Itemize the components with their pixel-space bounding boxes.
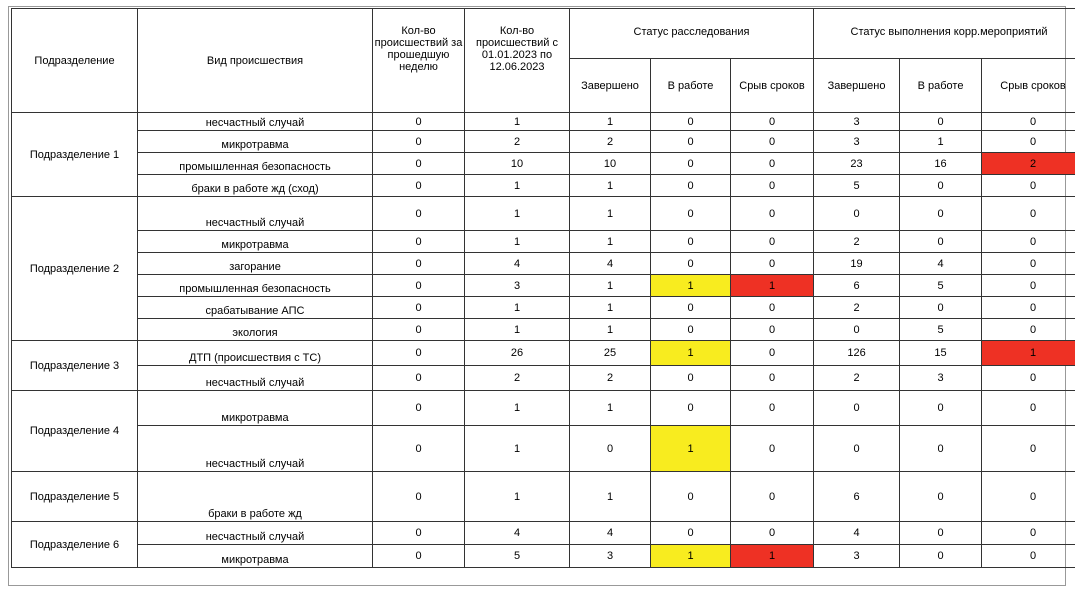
corr-in-work-cell: 15: [900, 341, 982, 366]
inv-in-work-cell: 0: [651, 197, 731, 231]
inv-in-work-cell: 0: [651, 253, 731, 275]
corr-in-work-cell: 0: [900, 297, 982, 319]
table-row: [12, 341, 1075, 366]
inv-overdue-cell: 0: [731, 426, 814, 472]
corr-done-cell: 6: [814, 275, 900, 297]
inv-in-work-cell: 1: [651, 545, 731, 568]
incident-type-cell: микротравма: [138, 545, 373, 568]
corr-overdue-cell: 0: [982, 319, 1075, 341]
incident-type-cell: браки в работе жд: [138, 472, 373, 522]
inv-in-work-cell: 0: [651, 391, 731, 426]
header-inv-in-work: В работе: [651, 59, 731, 113]
inv-done-cell: 4: [570, 522, 651, 545]
table-row: [12, 426, 1075, 472]
incident-type-cell: несчастный случай: [138, 366, 373, 391]
header-count-period: Кол-во происшествий с 01.01.2023 по 12.06.2023: [465, 9, 570, 113]
corr-overdue-cell: 0: [982, 297, 1075, 319]
corr-done-cell: 0: [814, 426, 900, 472]
corr-in-work-cell: 1: [900, 131, 982, 153]
department-cell: Подразделение 6: [12, 522, 138, 568]
count-period-cell: 5: [465, 545, 570, 568]
corr-in-work-cell: 0: [900, 391, 982, 426]
table-body: [12, 113, 1075, 568]
inv-overdue-cell: 0: [731, 472, 814, 522]
header-inv-overdue: Срыв сроков: [731, 59, 814, 113]
inv-overdue-cell: 0: [731, 197, 814, 231]
inv-overdue-cell: 0: [731, 231, 814, 253]
inv-in-work-cell: 0: [651, 175, 731, 197]
count-period-cell: 4: [465, 253, 570, 275]
table-row: [12, 131, 1075, 153]
header-investigation-status: Статус расследования: [570, 9, 814, 59]
incident-type-cell: несчастный случай: [138, 426, 373, 472]
count-week-cell: 0: [373, 297, 465, 319]
inv-done-cell: 2: [570, 131, 651, 153]
count-week-cell: 0: [373, 545, 465, 568]
corr-done-cell: 0: [814, 391, 900, 426]
inv-done-cell: 1: [570, 391, 651, 426]
header-corr-done: Завершено: [814, 59, 900, 113]
count-period-cell: 4: [465, 522, 570, 545]
inv-in-work-cell: 0: [651, 153, 731, 175]
inv-in-work-cell: 0: [651, 297, 731, 319]
count-period-cell: 3: [465, 275, 570, 297]
inv-in-work-cell: 0: [651, 366, 731, 391]
table-row: [12, 275, 1075, 297]
incident-type-cell: несчастный случай: [138, 522, 373, 545]
inv-in-work-cell: 0: [651, 113, 731, 131]
count-period-cell: 1: [465, 197, 570, 231]
table-row: [12, 319, 1075, 341]
corr-in-work-cell: 0: [900, 197, 982, 231]
count-week-cell: 0: [373, 366, 465, 391]
incident-type-cell: ДТП (происшествия с ТС): [138, 341, 373, 366]
count-week-cell: 0: [373, 522, 465, 545]
corr-done-cell: 23: [814, 153, 900, 175]
count-period-cell: 1: [465, 472, 570, 522]
count-week-cell: 0: [373, 472, 465, 522]
incident-type-cell: промышленная безопасность: [138, 275, 373, 297]
inv-done-cell: 3: [570, 545, 651, 568]
incident-type-cell: микротравма: [138, 131, 373, 153]
corr-overdue-cell: 0: [982, 391, 1075, 426]
department-cell: Подразделение 2: [12, 197, 138, 341]
incident-type-cell: браки в работе жд (сход): [138, 175, 373, 197]
inv-done-cell: 1: [570, 472, 651, 522]
corr-in-work-cell: 0: [900, 231, 982, 253]
corr-done-cell: 0: [814, 319, 900, 341]
inv-in-work-cell: 0: [651, 231, 731, 253]
table-row: [12, 522, 1075, 545]
header-corrective-status: Статус выполнения корр.мероприятий: [814, 9, 1075, 59]
table-row: [12, 175, 1075, 197]
count-period-cell: 1: [465, 426, 570, 472]
table-row: [12, 391, 1075, 426]
count-period-cell: 26: [465, 341, 570, 366]
inv-done-cell: 1: [570, 297, 651, 319]
corr-done-cell: 0: [814, 197, 900, 231]
count-week-cell: 0: [373, 391, 465, 426]
inv-done-cell: 0: [570, 426, 651, 472]
header-inv-done: Завершено: [570, 59, 651, 113]
inv-in-work-cell: 0: [651, 522, 731, 545]
count-period-cell: 1: [465, 175, 570, 197]
inv-in-work-cell: 1: [651, 426, 731, 472]
count-week-cell: 0: [373, 113, 465, 131]
inv-done-cell: 4: [570, 253, 651, 275]
inv-overdue-cell: 0: [731, 522, 814, 545]
count-period-cell: 1: [465, 113, 570, 131]
count-week-cell: 0: [373, 426, 465, 472]
count-period-cell: 1: [465, 391, 570, 426]
corr-in-work-cell: 16: [900, 153, 982, 175]
table-row: [12, 153, 1075, 175]
table-row: [12, 472, 1075, 522]
count-period-cell: 10: [465, 153, 570, 175]
inv-in-work-cell: 0: [651, 131, 731, 153]
corr-overdue-cell: 1: [982, 341, 1075, 366]
corr-overdue-cell: 0: [982, 472, 1075, 522]
corr-in-work-cell: 0: [900, 113, 982, 131]
count-period-cell: 2: [465, 366, 570, 391]
corr-in-work-cell: 0: [900, 472, 982, 522]
corr-done-cell: 6: [814, 472, 900, 522]
header-corr-overdue: Срыв сроков: [982, 59, 1075, 113]
incident-type-cell: загорание: [138, 253, 373, 275]
department-cell: Подразделение 3: [12, 341, 138, 391]
corr-overdue-cell: 0: [982, 197, 1075, 231]
corr-overdue-cell: 0: [982, 426, 1075, 472]
corr-overdue-cell: 0: [982, 545, 1075, 568]
table-row: [12, 113, 1075, 131]
count-week-cell: 0: [373, 341, 465, 366]
header-count-week: Кол-во происшествий за прошедшую неделю: [373, 9, 465, 113]
corr-overdue-cell: 0: [982, 522, 1075, 545]
corr-overdue-cell: 0: [982, 275, 1075, 297]
inv-overdue-cell: 0: [731, 131, 814, 153]
corr-done-cell: 126: [814, 341, 900, 366]
corr-overdue-cell: 0: [982, 131, 1075, 153]
corr-in-work-cell: 0: [900, 545, 982, 568]
table-row: [12, 253, 1075, 275]
table-row: [12, 231, 1075, 253]
inv-in-work-cell: 0: [651, 319, 731, 341]
count-week-cell: 0: [373, 319, 465, 341]
corr-overdue-cell: 0: [982, 231, 1075, 253]
count-period-cell: 1: [465, 319, 570, 341]
inv-overdue-cell: 0: [731, 366, 814, 391]
incident-type-cell: микротравма: [138, 391, 373, 426]
count-week-cell: 0: [373, 153, 465, 175]
inv-done-cell: 1: [570, 175, 651, 197]
inv-overdue-cell: 0: [731, 341, 814, 366]
incident-type-cell: промышленная безопасность: [138, 153, 373, 175]
table-row: [12, 545, 1075, 568]
department-cell: Подразделение 1: [12, 113, 138, 197]
inv-overdue-cell: 0: [731, 153, 814, 175]
inv-overdue-cell: 0: [731, 175, 814, 197]
inv-done-cell: 25: [570, 341, 651, 366]
corr-in-work-cell: 0: [900, 175, 982, 197]
corr-overdue-cell: 0: [982, 366, 1075, 391]
corr-done-cell: 5: [814, 175, 900, 197]
inv-overdue-cell: 0: [731, 319, 814, 341]
corr-done-cell: 3: [814, 131, 900, 153]
header-department: Подразделение: [12, 9, 138, 113]
count-period-cell: 1: [465, 297, 570, 319]
count-week-cell: 0: [373, 231, 465, 253]
count-week-cell: 0: [373, 175, 465, 197]
corr-done-cell: 2: [814, 297, 900, 319]
inv-overdue-cell: 0: [731, 113, 814, 131]
count-period-cell: 1: [465, 231, 570, 253]
inv-overdue-cell: 0: [731, 253, 814, 275]
count-week-cell: 0: [373, 275, 465, 297]
incident-type-cell: несчастный случай: [138, 197, 373, 231]
count-week-cell: 0: [373, 197, 465, 231]
inv-done-cell: 2: [570, 366, 651, 391]
incident-type-cell: микротравма: [138, 231, 373, 253]
inv-done-cell: 1: [570, 113, 651, 131]
inv-done-cell: 10: [570, 153, 651, 175]
department-cell: Подразделение 4: [12, 391, 138, 472]
inv-in-work-cell: 1: [651, 275, 731, 297]
corr-in-work-cell: 4: [900, 253, 982, 275]
inv-overdue-cell: 1: [731, 545, 814, 568]
count-week-cell: 0: [373, 253, 465, 275]
corr-overdue-cell: 0: [982, 253, 1075, 275]
count-week-cell: 0: [373, 131, 465, 153]
incident-type-cell: несчастный случай: [138, 113, 373, 131]
table-row: [12, 197, 1075, 231]
corr-done-cell: 3: [814, 113, 900, 131]
corr-done-cell: 3: [814, 545, 900, 568]
corr-in-work-cell: 3: [900, 366, 982, 391]
inv-done-cell: 1: [570, 275, 651, 297]
corr-in-work-cell: 0: [900, 426, 982, 472]
count-period-cell: 2: [465, 131, 570, 153]
inv-in-work-cell: 1: [651, 341, 731, 366]
header-incident-type: Вид происшествия: [138, 9, 373, 113]
inv-overdue-cell: 1: [731, 275, 814, 297]
inv-overdue-cell: 0: [731, 297, 814, 319]
corr-done-cell: 19: [814, 253, 900, 275]
corr-done-cell: 2: [814, 366, 900, 391]
corr-in-work-cell: 5: [900, 275, 982, 297]
inv-done-cell: 1: [570, 319, 651, 341]
department-cell: Подразделение 5: [12, 472, 138, 522]
inv-overdue-cell: 0: [731, 391, 814, 426]
corr-in-work-cell: 5: [900, 319, 982, 341]
corr-overdue-cell: 0: [982, 113, 1075, 131]
incident-type-cell: экология: [138, 319, 373, 341]
incident-table: [11, 8, 1075, 568]
inv-in-work-cell: 0: [651, 472, 731, 522]
corr-done-cell: 2: [814, 231, 900, 253]
inv-done-cell: 1: [570, 231, 651, 253]
corr-overdue-cell: 0: [982, 175, 1075, 197]
inv-done-cell: 1: [570, 197, 651, 231]
header-corr-in-work: В работе: [900, 59, 982, 113]
corr-in-work-cell: 0: [900, 522, 982, 545]
table-row: [12, 366, 1075, 391]
corr-overdue-cell: 2: [982, 153, 1075, 175]
corr-done-cell: 4: [814, 522, 900, 545]
incident-type-cell: срабатывание АПС: [138, 297, 373, 319]
table-row: [12, 297, 1075, 319]
